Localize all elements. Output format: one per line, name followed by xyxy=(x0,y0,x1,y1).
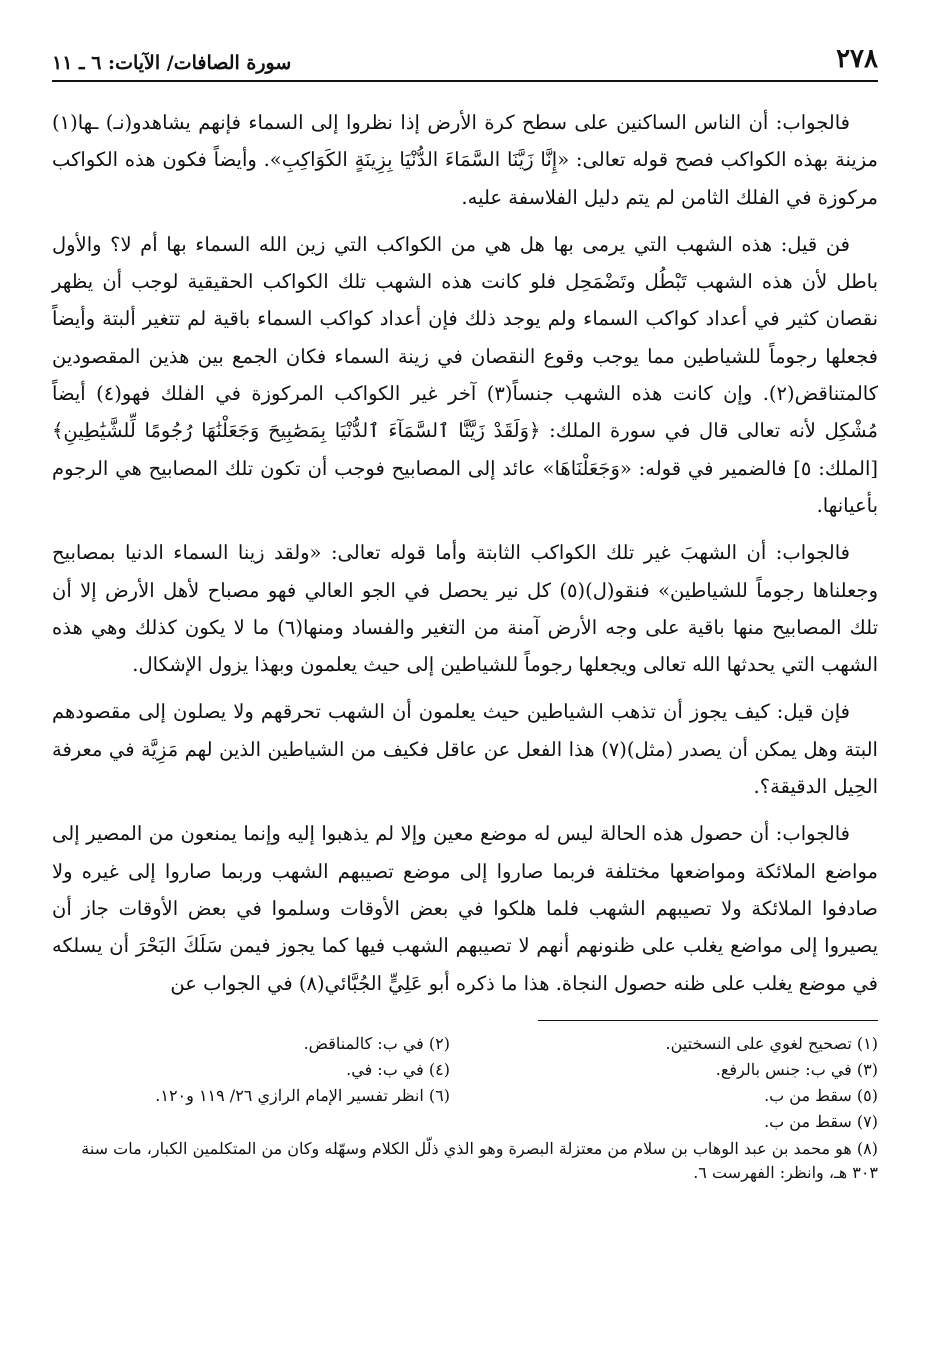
footnote: (١) تصحيح لغوي على النسختين. xyxy=(665,1033,878,1053)
footnote: (٧) سقط من ب. xyxy=(764,1111,878,1131)
footnote: (٢) في ب: كالمناقض. xyxy=(303,1033,450,1053)
paragraph: فإن قيل: كيف يجوز أن تذهب الشياطين حيث يعلمون أن الشهب تحرقهم ولا يصلون إلى مقصودهم البتة وهل يمكن أن يصدر (مثل)(٧) هذا الفعل عن عاقل فكيف من الشياطين الذين لهم مَزِيَّة في معرفة الحِيل الدقيقة؟. xyxy=(52,700,878,799)
running-title: سورة الصافات/ الآيات: ٦ ـ ١١ xyxy=(52,52,292,74)
paragraph: فن قيل: هذه الشهب التي يرمى بها هل هي من الكواكب التي زين الله السماء بها أم لا؟ والأول باطل لأن هذه الشهب تَبْطُل وتَضْمَحِل فلو كانت هذه الشهب تلك الكواكب الحقيقية لوجب أن يظهر نقصان كثير في أعداد كواكب السماء ولم يوجد ذلك فإن أعداد كواكب السماء باقية لم تتغير ألبتة وأيضاً فجعلها رجوماً للشياطين مما يوجب وقوع النقصان في زينة السماء فكان الجمع بين هذين المقصودين كالمتناقض(٢). وإن كانت هذه الشهب جنساً(٣) آخر غير الكواكب المركوزة في الفلك فهو(٤) أيضاً مُشْكِل لأنه تعالى قال في سورة الملك: ﴿وَلَقَدْ زَيَّنَّا ٱلسَّمَآءَ ٱلدُّنْيَا بِمَصَٰبِيحَ وَجَعَلْنَٰهَا رُجُومًا لِّلشَّيَٰطِينِ﴾ [الملك: ٥] فالضمير في قوله: «وَجَعَلْنَاهَا» عائد إلى المصابيح فوجب أن تكون تلك المصابيح هي الرجوم بأعيانها. xyxy=(52,232,878,517)
book-page xyxy=(52,40,878,1185)
page-number: ٢٧٨ xyxy=(836,44,878,74)
footnote: (٨) هو محمد بن عبد الوهاب بن سلام من معتزلة البصرة وهو الذي ذلّل الكلام وسهّله وكان من المتكلمين الكبار، مات سنة ٣٠٣ هـ، وانظر: الفهرست ٦. xyxy=(81,1138,878,1182)
paragraph: فالجواب: أن الناس الساكنين على سطح كرة الأرض إذا نظروا إلى السماء فإنهم يشاهدو(نـ) ـها(١) مزينة بهذه الكواكب فصح قوله تعالى: «إِنَّا زَيَّنَا السَّمَاءَ الدُّنْيَا بِزِينَةٍ الكَوَاكِبِ». وأيضاً فكون هذه الكواكب مركوزة في الفلك الثامن لم يتم دليل الفلاسفة عليه. xyxy=(52,111,878,209)
footnote: (٥) سقط من ب. xyxy=(764,1085,878,1105)
footnote: (٣) في ب: جنس بالرفع. xyxy=(715,1059,878,1079)
footnotes xyxy=(52,1031,878,1135)
footnote: (٤) في ب: في. xyxy=(346,1059,450,1079)
footnote: (٦) انظر تفسير الإمام الرازي ٢٦/ ١١٩ و١٢٠. xyxy=(155,1085,450,1105)
paragraph: فالجواب: أن حصول هذه الحالة ليس له موضع معين وإلا لم يذهبوا إليه وإنما يمنعون من المصير إلى مواضع الملائكة ومواضعها مختلفة فربما صاروا إلى موضع تصيبهم الشهب وربما صاروا إلى غيره ولا صادفوا الملائكة ولا تصيبهم الشهب فلما هلكوا في بعض الأوقات وسلموا في بعض الأوقات جاز أن يصيروا إلى مواضع يغلب على ظنونهم أنهم لا تصيبهم الشهب فيها كما يجوز فيمن سَلَكَ البَحْرَ أن يسلكه في موضع يغلب على ظنه حصول النجاة. هذا ما ذكره أبو عَلِيٍّ الجُبَّائي(٨) في الجواب عن xyxy=(52,822,878,995)
paragraph: فالجواب: أن الشهبَ غير تلك الكواكب الثابتة وأما قوله تعالى: «ولقد زينا السماء الدنيا بمصابيح وجعلناها رجوماً للشياطين» فنقو(ل)(٥) كل نير يحصل في الجو العالي فهو مصباح لأهل الأرض إلا أن تلك المصابيح منها باقية على وجه الأرض آمنة من التغير والفساد ومنها(٦) ما لا يكون كذلك وهي هذه الشهب التي يحدثها الله تعالى ويجعلها رجوماً للشياطين إلى حيث يعلمون وبهذا يزول الإشكال. xyxy=(52,541,879,677)
main-text xyxy=(52,104,878,1002)
footnote-divider xyxy=(538,1020,878,1021)
page-header xyxy=(52,40,878,82)
